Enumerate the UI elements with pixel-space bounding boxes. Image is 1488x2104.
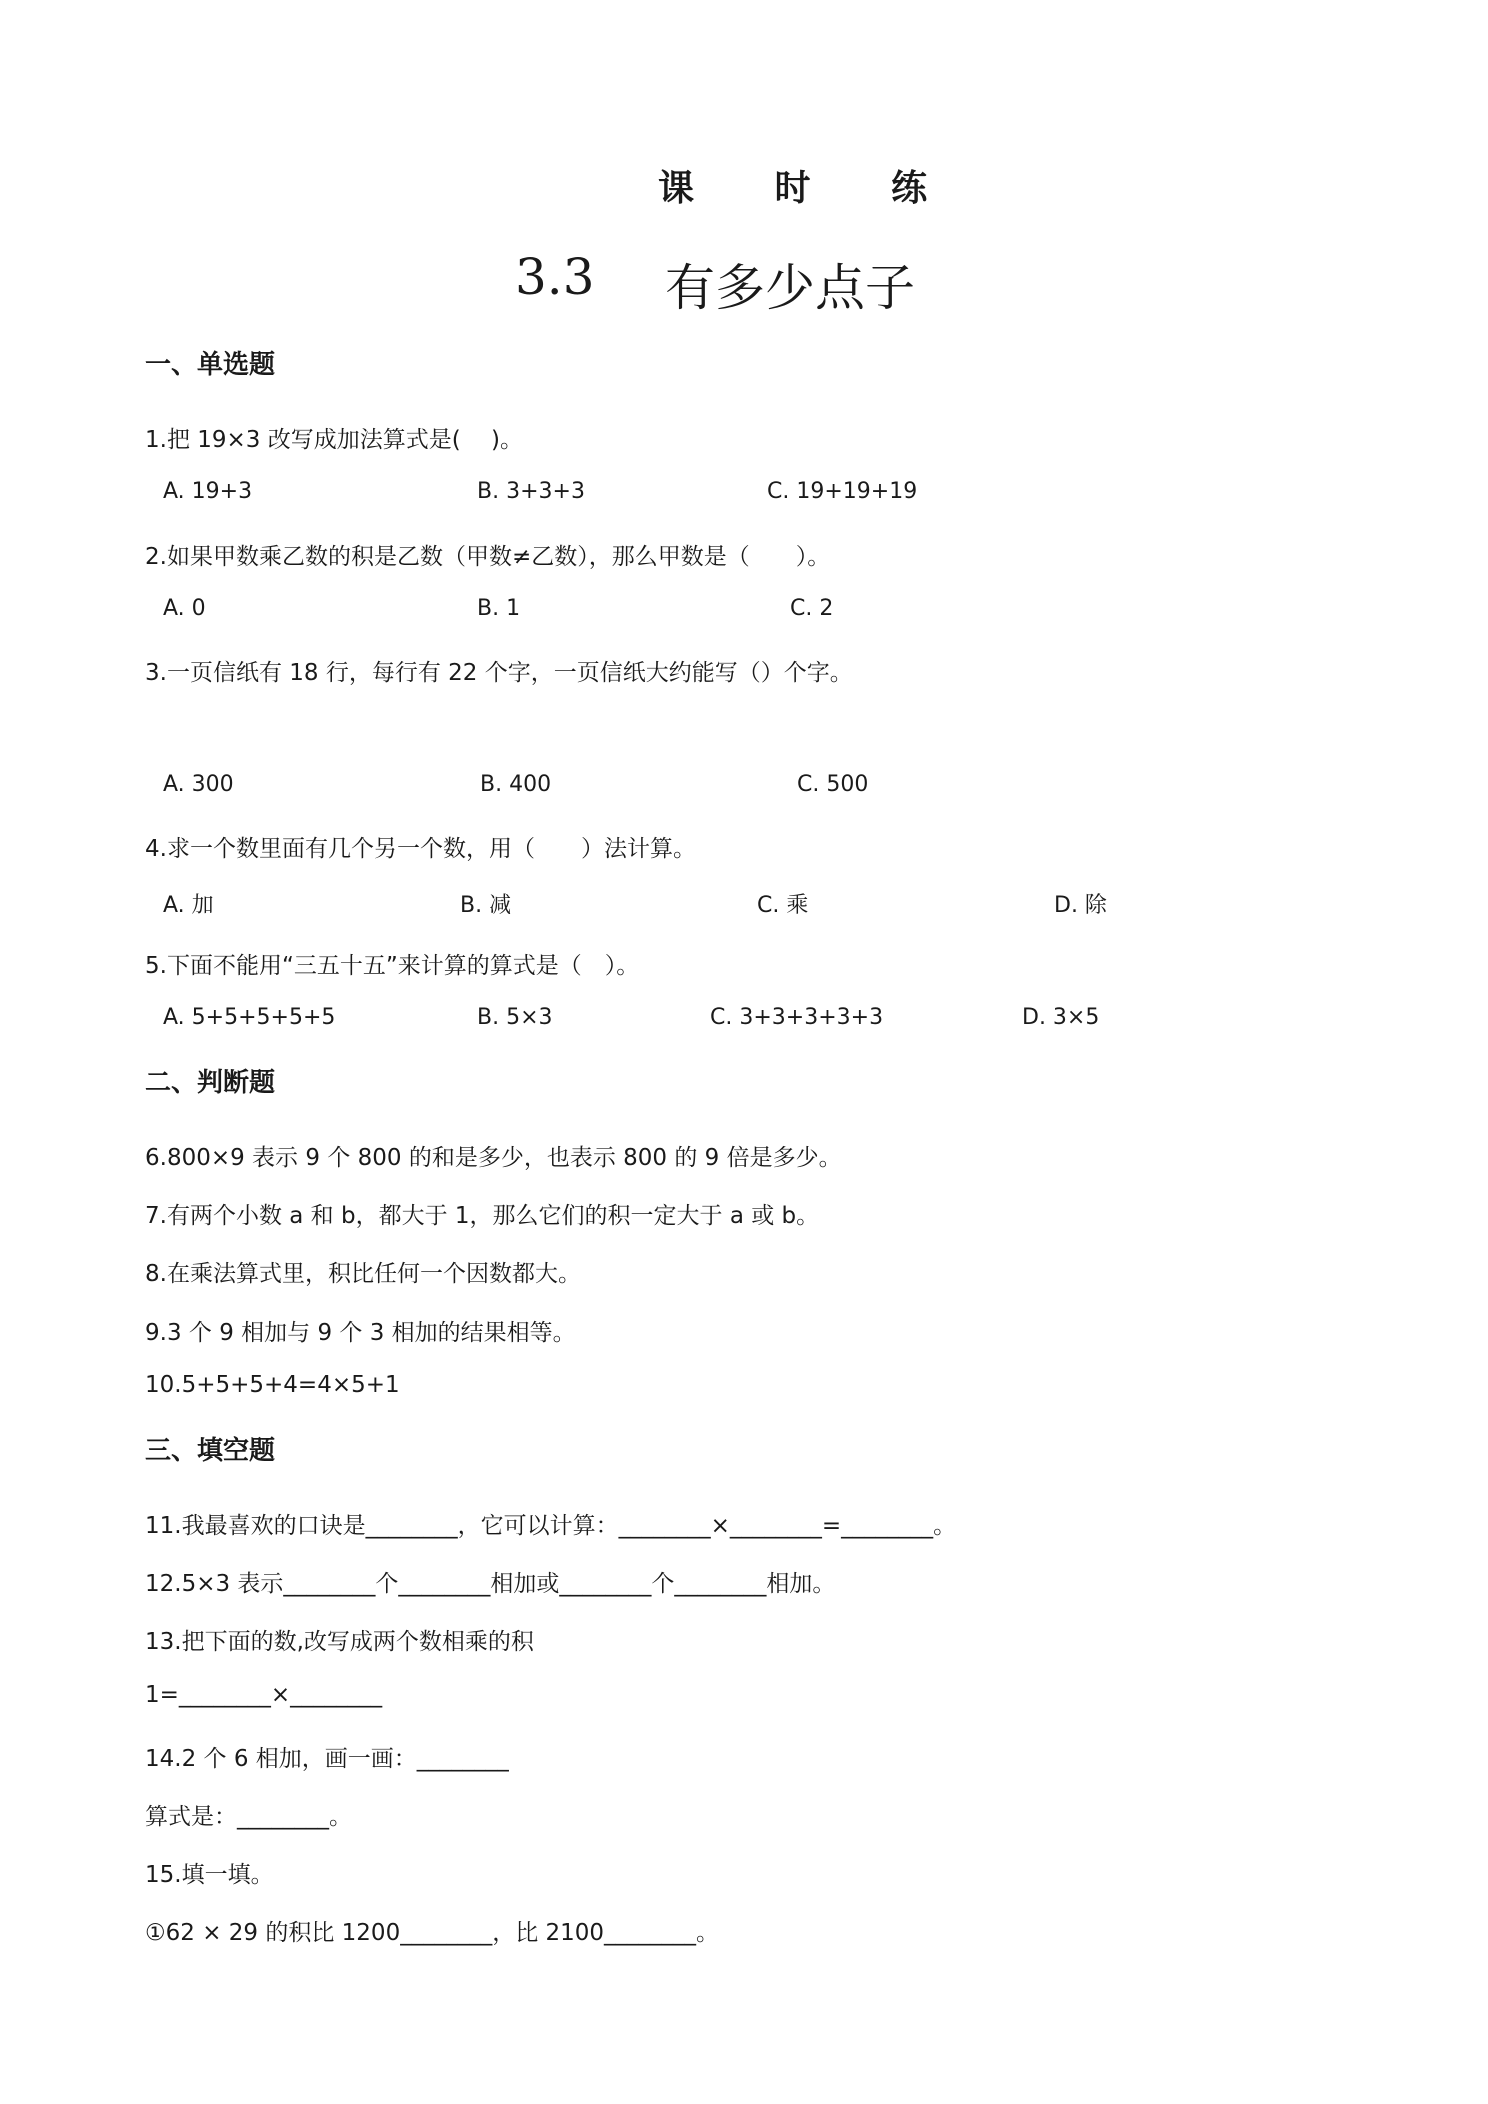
- question-1-option-b: B. 3+3+3: [477, 479, 585, 504]
- question-2-option-a: A. 0: [163, 596, 206, 621]
- question-4-option-d: D. 除: [1054, 893, 1107, 918]
- question-1-option-c: C. 19+19+19: [767, 479, 918, 504]
- question-8: 8.在乘法算式里，积比任何一个因数都大。: [145, 1261, 581, 1287]
- question-3: 3.一页信纸有 18 行，每行有 22 个字，一页信纸大约能写（）个字。: [145, 660, 853, 686]
- page-title: 课 时 练: [658, 167, 962, 209]
- question-7: 7.有两个小数 a 和 b，都大于 1，那么它们的积一定大于 a 或 b。: [145, 1203, 820, 1229]
- question-1-option-a: A. 19+3: [163, 479, 253, 504]
- question-5-option-d: D. 3×5: [1022, 1005, 1100, 1030]
- question-2-option-c: C. 2: [790, 596, 834, 621]
- lesson-number: 3.3: [515, 248, 595, 306]
- section-heading-true-false: 二、判断题: [145, 1068, 276, 1098]
- question-6: 6.800×9 表示 9 个 800 的和是多少，也表示 800 的 9 倍是多少。: [145, 1145, 842, 1171]
- question-5-option-c: C. 3+3+3+3+3: [710, 1005, 884, 1030]
- question-4-option-c: C. 乘: [757, 893, 809, 918]
- question-14: 14.2 个 6 相加，画一画：________: [145, 1746, 509, 1772]
- question-11: 11.我最喜欢的口诀是________，它可以计算：________×________=________。: [145, 1513, 957, 1539]
- question-3-option-b: B. 400: [480, 772, 552, 797]
- question-13: 13.把下面的数,改写成两个数相乘的积: [145, 1629, 534, 1655]
- question-4-option-b: B. 减: [460, 893, 512, 918]
- question-2: 2.如果甲数乘乙数的积是乙数（甲数≠乙数），那么甲数是（ ）。: [145, 544, 831, 570]
- section-heading-single-choice: 一、单选题: [145, 350, 276, 380]
- question-12: 12.5×3 表示________个________相加或________个________相加。: [145, 1571, 836, 1597]
- question-3-option-a: A. 300: [163, 772, 234, 797]
- question-5: 5.下面不能用“三五十五”来计算的算式是（ ）。: [145, 953, 640, 979]
- question-15-item-1: ①62 × 29 的积比 1200________，比 2100________。: [145, 1920, 720, 1946]
- question-3-option-c: C. 500: [797, 772, 869, 797]
- question-5-option-a: A. 5+5+5+5+5: [163, 1005, 336, 1030]
- question-4-option-a: A. 加: [163, 893, 214, 918]
- question-10: 10.5+5+5+4=4×5+1: [145, 1372, 400, 1398]
- question-15: 15.填一填。: [145, 1862, 274, 1888]
- question-14-line: 算式是：________。: [145, 1804, 352, 1830]
- question-9: 9.3 个 9 相加与 9 个 3 相加的结果相等。: [145, 1320, 576, 1346]
- question-1: 1.把 19×3 改写成加法算式是( )。: [145, 427, 523, 453]
- question-13-line: 1=________×________: [145, 1682, 383, 1708]
- question-5-option-b: B. 5×3: [477, 1005, 553, 1030]
- question-2-option-b: B. 1: [477, 596, 521, 621]
- lesson-title: 有多少点子: [665, 259, 915, 317]
- section-heading-fill-blank: 三、填空题: [145, 1436, 276, 1466]
- question-4: 4.求一个数里面有几个另一个数，用（ ）法计算。: [145, 836, 696, 862]
